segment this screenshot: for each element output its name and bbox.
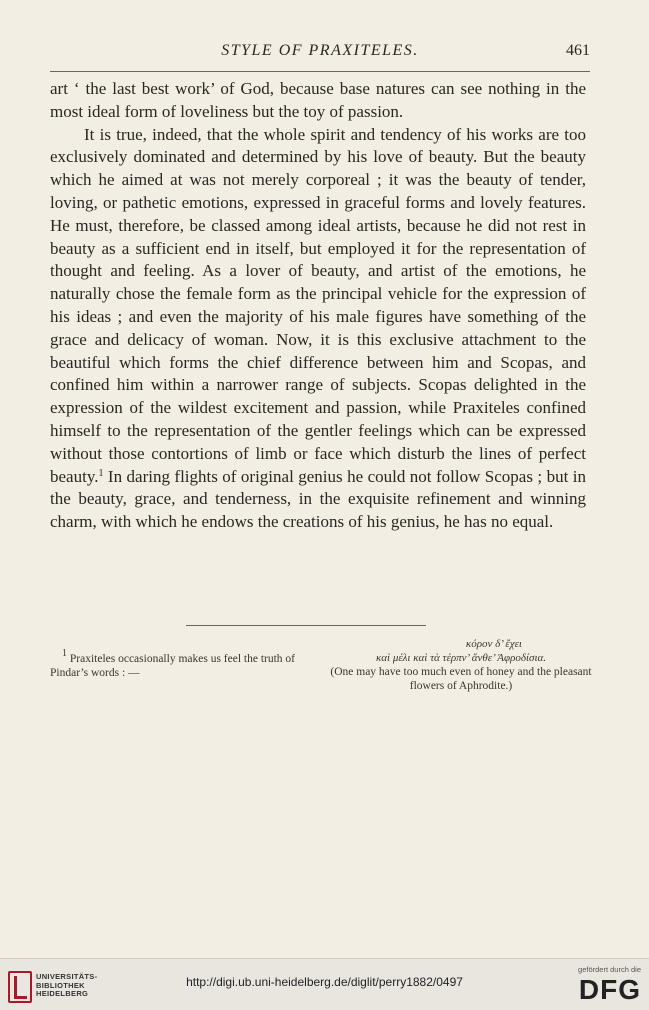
library-name-line-2: BIBLIOTHEK — [36, 980, 85, 990]
funded-by-label: gefördert durch die — [578, 965, 641, 974]
greek-line-2: καὶ μέλι καὶ τὰ τέρπν’ ἄνθε’ Ἀφροδίσια. — [375, 652, 547, 664]
paragraph-2-continuation: In daring flights of original genius he could not follow Scopas ; but in the beauty, grace, and tenderness, in the exquisite refinement and winning charm, with which he endows the creations of his genius, he has no equal. — [50, 466, 586, 532]
footnote-marker: 1 — [62, 648, 67, 659]
footnote-text: Praxiteles occasionally makes us feel the truth of Pindar’s words : — — [50, 653, 296, 679]
footnote-rule — [186, 625, 426, 626]
footer-bar — [0, 958, 649, 1010]
footnote-quotation — [330, 637, 592, 693]
footnote-left — [50, 648, 320, 680]
page-number: 461 — [566, 42, 590, 59]
permalink-url[interactable]: http://digi.ub.uni-heidelberg.de/diglit/perry1882/0497 — [186, 975, 463, 989]
footnote-reference[interactable]: 1 — [98, 467, 104, 479]
running-title: STYLE OF PRAXITELES. — [221, 42, 419, 59]
library-name-line-1: UNIVERSITÄTS- — [36, 972, 98, 981]
footnote-translation: (One may have too much even of honey and the pleasant flowers of Aphrodite.) — [330, 666, 592, 692]
paragraph-1: art ‘ the last best work’ of God, because base natures can see nothing in the most ideal form of loveliness but the toy of passion. — [50, 79, 586, 121]
paragraph-2-text: It is true, indeed, that the whole spirit and tendency of his works are too exclusively dominated and determined by his love of beauty. But the beauty which he aimed at was not merely corporeal ; it was the beauty of tender, loving, or pathetic emotions, expressed in graceful forms and lovely features. He must, therefore, be classed among ideal artists, because he did not rest in beauty as a sufficient end in itself, but employed it for the representation of thought and feeling. As a lover of beauty, and artist of the emotions, he naturally chose the female form as the principal vehicle for the expression of his ideas ; and even the majority of his male figures have something of the grace and delicacy of woman. Now, it is this exclusive attachment to the beautiful which forms the chief difference between him and Scopas, and confined him within a narrower range of subjects. Scopas delighted in the expression of the wildest excitement and passion, while Praxiteles confined himself to the representation of the gentler feelings which can be expressed without those contortions of limb or face which disturb the lines of perfect beauty. — [50, 124, 586, 486]
header-rule — [50, 71, 590, 72]
greek-line-1: κόρον δ’ ἔχει — [465, 638, 522, 650]
dfg-logo[interactable]: DFG — [578, 974, 641, 1005]
body-text — [50, 78, 586, 534]
paragraph-2 — [50, 124, 586, 534]
running-head — [50, 40, 590, 66]
library-name-line-3: HEIDELBERG — [36, 989, 89, 998]
